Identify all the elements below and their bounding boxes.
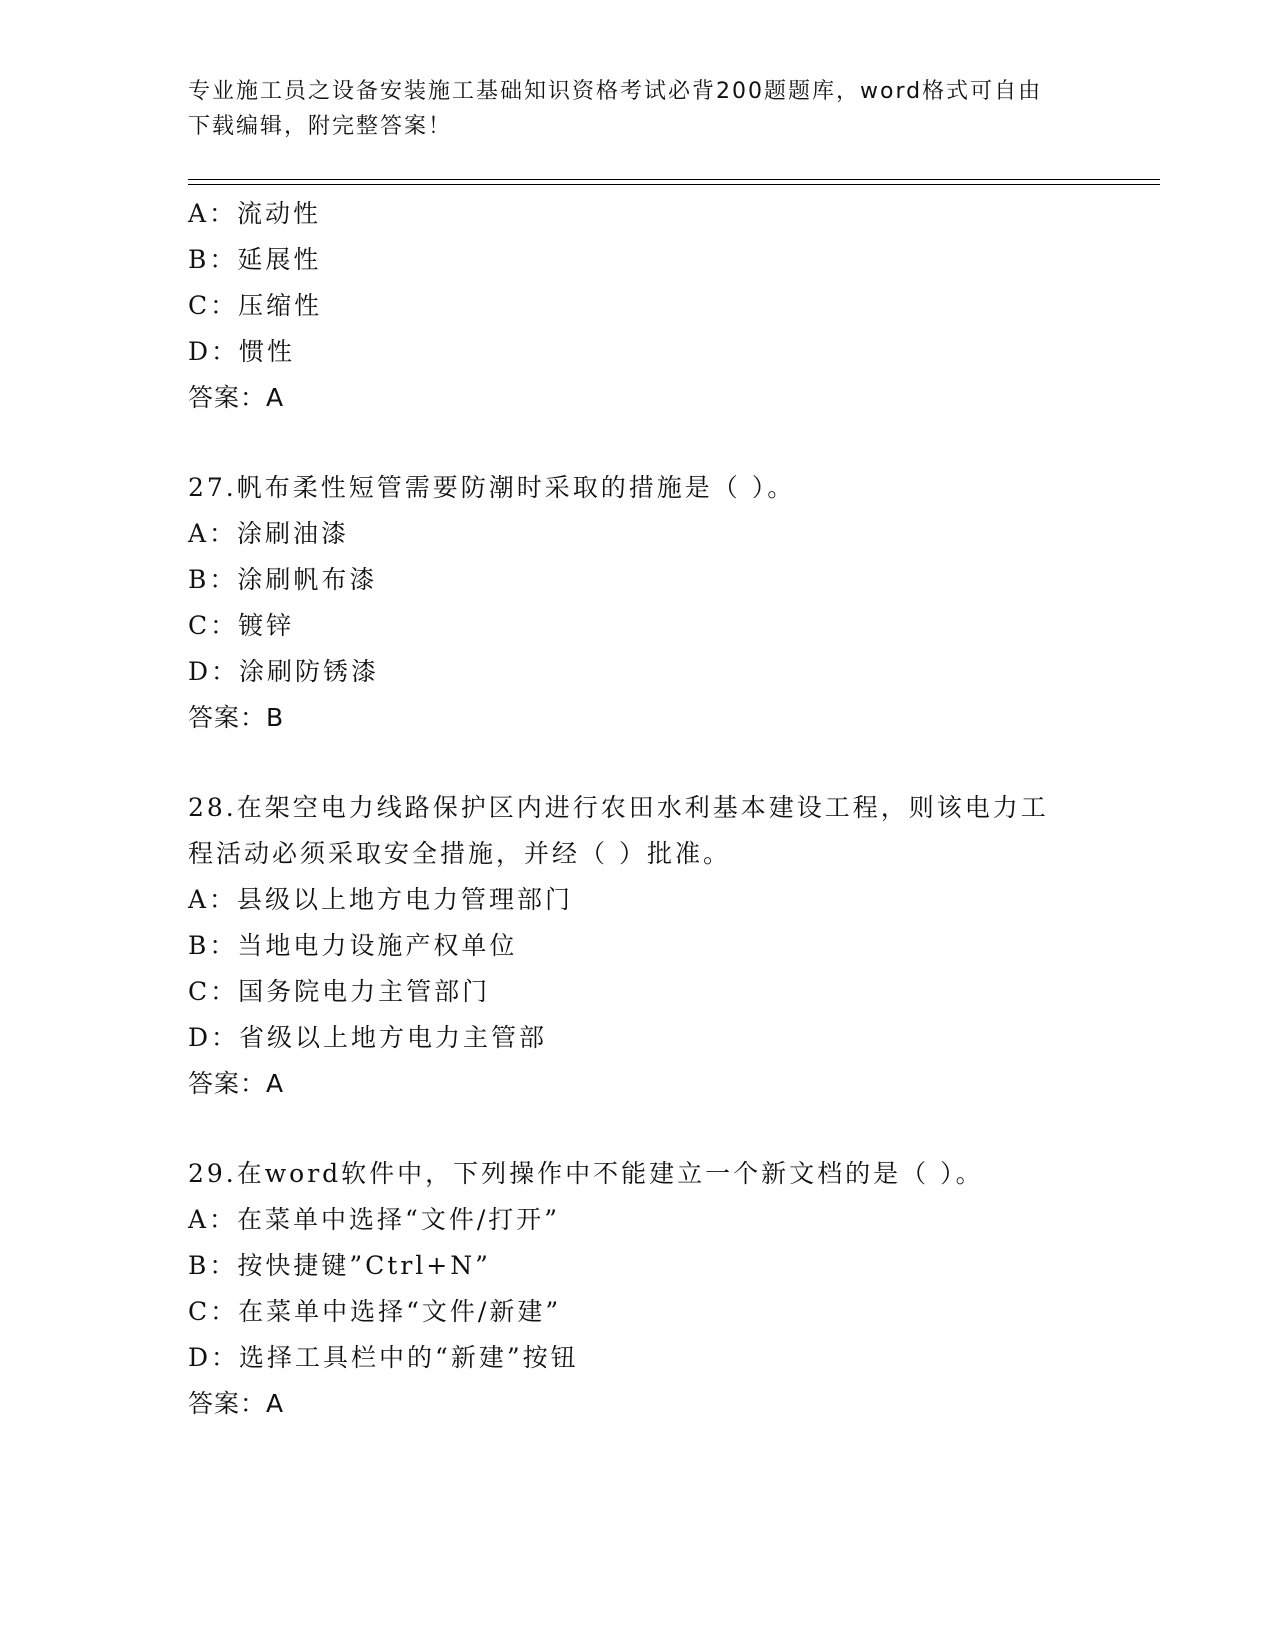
option-b: B：延展性 — [188, 245, 322, 274]
spacer — [188, 741, 1088, 785]
question-26 — [188, 191, 1088, 421]
header-line-1: 专业施工员之设备安装施工基础知识资格考试必背200题题库，word格式可自由 — [188, 79, 1043, 104]
question-28 — [188, 785, 1088, 1107]
option-b: B：当地电力设施产权单位 — [188, 931, 518, 960]
option-a: A：流动性 — [188, 199, 322, 228]
option-d: D：涂刷防锈漆 — [188, 657, 380, 686]
question-list — [188, 191, 1088, 1427]
option-b: B：涂刷帆布漆 — [188, 565, 378, 594]
header-divider-bottom — [188, 184, 1160, 185]
option-c: C：压缩性 — [188, 291, 323, 320]
header-line-2: 下载编辑，附完整答案！ — [188, 114, 453, 139]
option-d: D：省级以上地方电力主管部 — [188, 1023, 548, 1052]
question-stem-line-1: 28.在架空电力线路保护区内进行农田水利基本建设工程，则该电力工 — [188, 793, 1049, 822]
option-b: B：按快捷键”Ctrl+N” — [188, 1251, 491, 1280]
answer-line: 答案：A — [188, 1069, 285, 1098]
option-a: A：涂刷油漆 — [188, 519, 350, 548]
question-stem: 27.帆布柔性短管需要防潮时采取的措施是（ ）。 — [188, 473, 796, 502]
document-header — [188, 74, 1088, 144]
spacer — [188, 1107, 1088, 1151]
option-c: C：在菜单中选择“文件/新建” — [188, 1297, 562, 1326]
option-c: C：国务院电力主管部门 — [188, 977, 491, 1006]
answer-line: 答案：B — [188, 703, 285, 732]
question-27 — [188, 465, 1088, 741]
answer-line: 答案：A — [188, 383, 285, 412]
question-29 — [188, 1151, 1088, 1427]
spacer — [188, 421, 1088, 465]
option-d: D：惯性 — [188, 337, 296, 366]
question-stem: 29.在word软件中，下列操作中不能建立一个新文档的是（ ）。 — [188, 1159, 984, 1188]
option-a: A：县级以上地方电力管理部门 — [188, 885, 574, 914]
option-a: A：在菜单中选择“文件/打开” — [188, 1205, 561, 1234]
option-d: D：选择工具栏中的“新建”按钮 — [188, 1343, 579, 1372]
option-c: C：镀锌 — [188, 611, 295, 640]
header-divider-top — [188, 179, 1160, 180]
question-stem-line-2: 程活动必须采取安全措施，并经（ ）批准。 — [188, 839, 731, 868]
answer-line: 答案：A — [188, 1389, 285, 1418]
